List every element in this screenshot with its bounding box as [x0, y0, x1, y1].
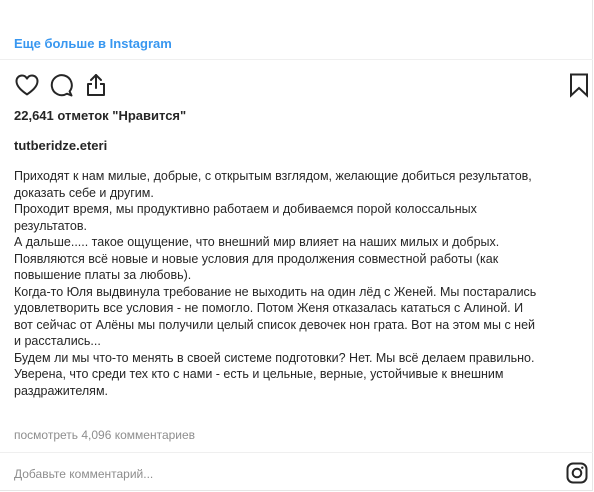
caption-line: доказать себе и другим.: [14, 185, 154, 200]
post-caption: [14, 168, 589, 399]
caption-line: Уверена, что среди тех кто с нами - есть и цельные, верные, устойчивые к внешним: [14, 367, 504, 381]
comment-icon[interactable]: [48, 72, 74, 98]
heart-icon[interactable]: [14, 72, 40, 98]
view-comments-link[interactable]: посмотреть 4,096 комментариев: [14, 428, 196, 442]
bookmark-icon[interactable]: [566, 72, 592, 98]
caption-line: раздражителям.: [14, 383, 109, 398]
caption-line: Когда-то Юля выдвинула требование не выходить на один лёд с Женей. Мы постарались: [14, 284, 537, 299]
caption-line: и расстались...: [14, 334, 101, 348]
likes-count[interactable]: 22,641 отметок "Нравится": [14, 108, 187, 123]
caption-line: удовлетворить все условия - не помогло. Потом Женя отказалась кататься с Алиной. И: [14, 301, 524, 315]
caption-line: Приходят к нам милые, добрые, с открытым взглядом, желающие добиться результатов,: [14, 169, 532, 183]
divider: [0, 452, 593, 453]
more-on-instagram-link[interactable]: Еще больше в Instagram: [14, 36, 172, 51]
divider: [0, 59, 593, 60]
caption-line: вот сейчас от Алёны мы получили целый список девочек нон грата. Вот на этом мы с ней: [14, 317, 536, 332]
post-username[interactable]: tutberidze.eteri: [14, 138, 108, 153]
caption-line: результатов.: [14, 218, 87, 233]
caption-line: Появляются всё новые и новые условия для продолжения совместной работы (как: [14, 251, 499, 266]
instagram-logo-icon[interactable]: [566, 462, 588, 484]
action-bar: [14, 72, 590, 98]
caption-line: повышение платы за любовь).: [14, 268, 192, 282]
share-icon[interactable]: [83, 72, 109, 98]
add-comment-input[interactable]: [14, 465, 534, 483]
caption-line: Проходит время, мы продуктивно работаем и добиваемся порой колоссальных: [14, 202, 477, 216]
caption-line: Будем ли мы что-то менять в своей системе подготовки? Нет. Мы всё делаем правильно.: [14, 350, 535, 365]
caption-line: А дальше..... такое ощущение, что внешний мир влияет на наших милых и добрых.: [14, 235, 500, 249]
